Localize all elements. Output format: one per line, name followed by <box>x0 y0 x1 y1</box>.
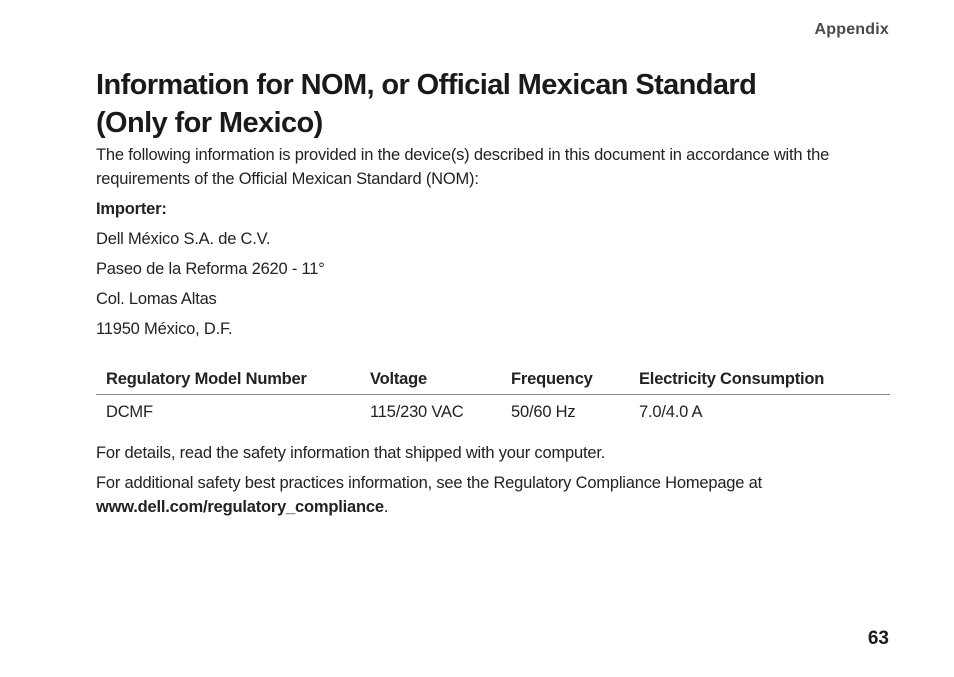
regulatory-compliance-link[interactable]: www.dell.com/regulatory_compliance <box>96 498 384 516</box>
column-header: Electricity Consumption <box>639 366 890 395</box>
section-label: Appendix <box>814 21 889 38</box>
importer-label: Importer: <box>96 200 167 218</box>
column-header: Regulatory Model Number <box>96 366 370 395</box>
table-row <box>96 395 890 428</box>
importer-address-line: 11950 México, D.F. <box>96 320 233 338</box>
details-paragraph: For details, read the safety information that shipped with your computer. <box>96 444 606 462</box>
importer-address-line: Col. Lomas Altas <box>96 290 217 308</box>
importer-address-line: Dell México S.A. de C.V. <box>96 230 271 248</box>
table-cell: 7.0/4.0 A <box>639 402 703 421</box>
page-title-line-1: Information for NOM, or Official Mexican Standard <box>96 69 757 101</box>
page-title-line-2: (Only for Mexico) <box>96 107 323 139</box>
additional-paragraph <box>96 471 866 519</box>
page-number: 63 <box>867 628 889 649</box>
table-cell: 115/230 VAC <box>370 402 464 421</box>
table-header-row <box>96 366 890 395</box>
importer-address-line: Paseo de la Reforma 2620 - 11° <box>96 260 325 278</box>
additional-suffix: . <box>383 498 389 516</box>
table-cell: DCMF <box>106 402 153 421</box>
page-title <box>96 66 856 142</box>
column-header: Frequency <box>511 366 639 395</box>
intro-paragraph: The following information is provided in the device(s) described in this document in accordance with the requirements of the Official Mexican Standard (NOM): <box>96 146 830 188</box>
additional-text: For additional safety best practices information, see the Regulatory Compliance Homepage at <box>96 474 762 492</box>
table-cell: 50/60 Hz <box>511 402 576 421</box>
regulatory-spec-table <box>96 366 890 427</box>
column-header: Voltage <box>370 366 511 395</box>
